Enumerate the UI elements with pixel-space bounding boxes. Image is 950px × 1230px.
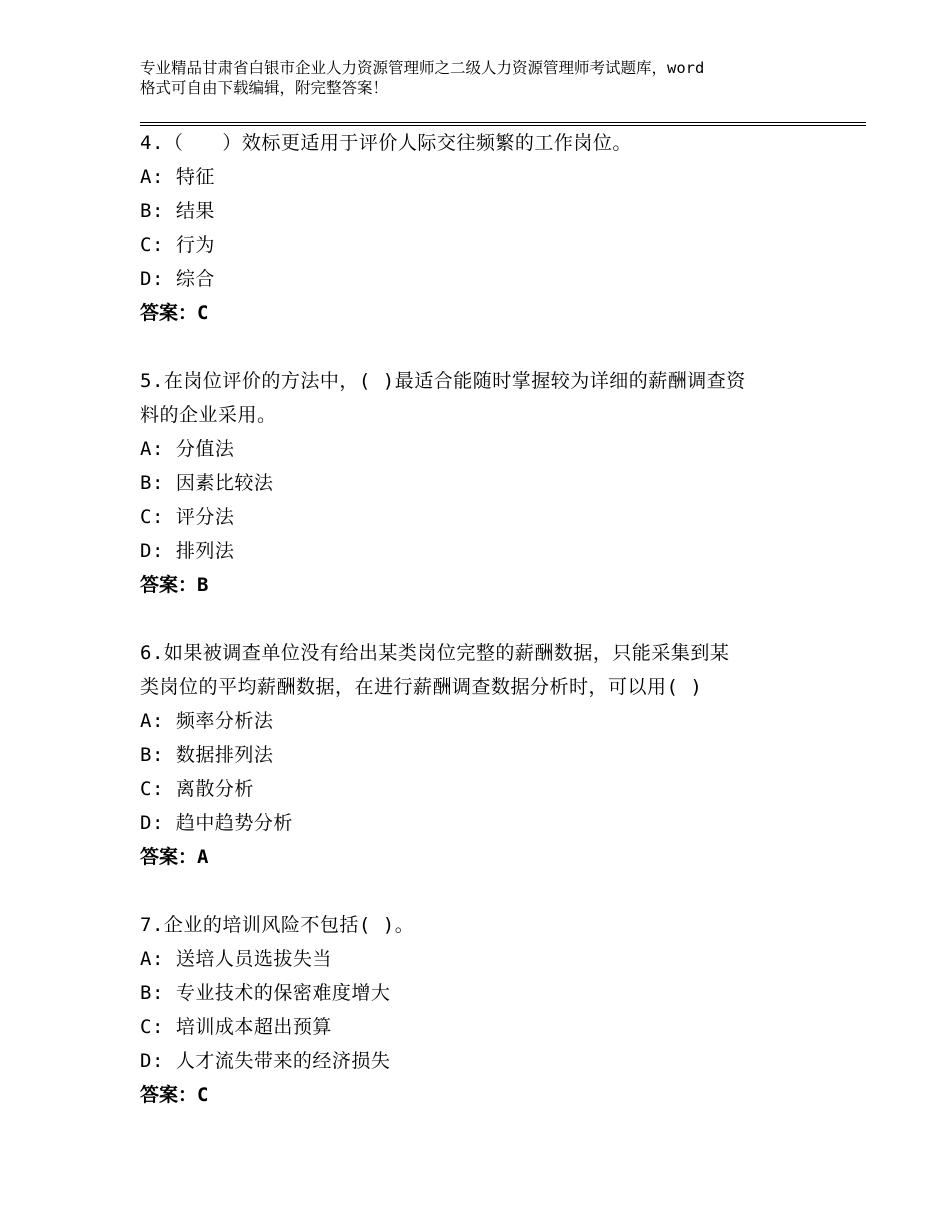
option-label: D: [140,268,164,290]
option-label: B: [140,472,164,494]
option-text: 排列法 [175,540,235,562]
option-text: 专业技术的保密难度增大 [175,982,391,1004]
option-label: A: [140,438,164,460]
option-label: D: [140,812,164,834]
option-a [140,160,820,194]
answer: 答案：C [140,302,209,324]
option-b [140,466,820,500]
header-line-1: 专业精品甘肃省白银市企业人力资源管理师之二级人力资源管理师考试题库，word [140,59,705,77]
option-b [140,194,820,228]
option-text: 频率分析法 [175,710,274,732]
option-c [140,228,820,262]
option-label: C: [140,778,164,800]
option-b [140,976,820,1010]
option-label: B: [140,744,164,766]
option-a [140,432,820,466]
question-text-line-1: 5.在岗位评价的方法中，( )最适合能随时掌握较为详细的薪酬调查资 [140,370,746,392]
option-label: B: [140,200,164,222]
option-label: D: [140,1050,164,1072]
question-text-line-2: 料的企业采用。 [140,404,277,426]
question-text-line-1: 6.如果被调查单位没有给出某类岗位完整的薪酬数据，只能采集到某 [140,642,730,664]
option-text: 特征 [175,166,215,188]
option-text: 培训成本超出预算 [175,1016,332,1038]
question-text-line-2: 类岗位的平均薪酬数据，在进行薪酬调查数据分析时，可以用( ) [140,676,703,698]
option-d [140,1044,820,1078]
header-rule-top [140,122,866,123]
option-label: A: [140,710,164,732]
option-c [140,772,820,806]
option-label: C: [140,506,164,528]
header-line-2: 格式可自由下载编辑，附完整答案！ [140,79,389,97]
option-a [140,942,820,976]
option-text: 因素比较法 [175,472,274,494]
answer: 答案：C [140,1084,209,1106]
option-text: 人才流失带来的经济损失 [175,1050,391,1072]
question-6 [140,636,820,874]
option-text: 评分法 [175,506,235,528]
option-a [140,704,820,738]
question-4 [140,126,820,330]
option-text: 趋中趋势分析 [175,812,293,834]
option-text: 数据排列法 [175,744,274,766]
option-label: C: [140,234,164,256]
question-text: 7.企业的培训风险不包括( )。 [140,914,415,936]
option-text: 分值法 [175,438,235,460]
option-label: C: [140,1016,164,1038]
option-text: 送培人员选拔失当 [175,948,332,970]
question-list [140,126,820,1112]
answer: 答案：A [140,846,209,868]
option-label: D: [140,540,164,562]
option-d [140,262,820,296]
option-text: 离散分析 [175,778,254,800]
option-label: B: [140,982,164,1004]
option-d [140,534,820,568]
answer: 答案：B [140,574,209,596]
option-text: 综合 [175,268,215,290]
option-c [140,1010,820,1044]
option-c [140,500,820,534]
option-d [140,806,820,840]
option-label: A: [140,948,164,970]
option-text: 行为 [175,234,215,256]
question-7 [140,908,820,1112]
question-text: 4.（ ）效标更适用于评价人际交往频繁的工作岗位。 [140,132,632,154]
option-text: 结果 [175,200,215,222]
question-5 [140,364,820,602]
option-b [140,738,820,772]
option-label: A: [140,166,164,188]
document-header [140,58,830,98]
